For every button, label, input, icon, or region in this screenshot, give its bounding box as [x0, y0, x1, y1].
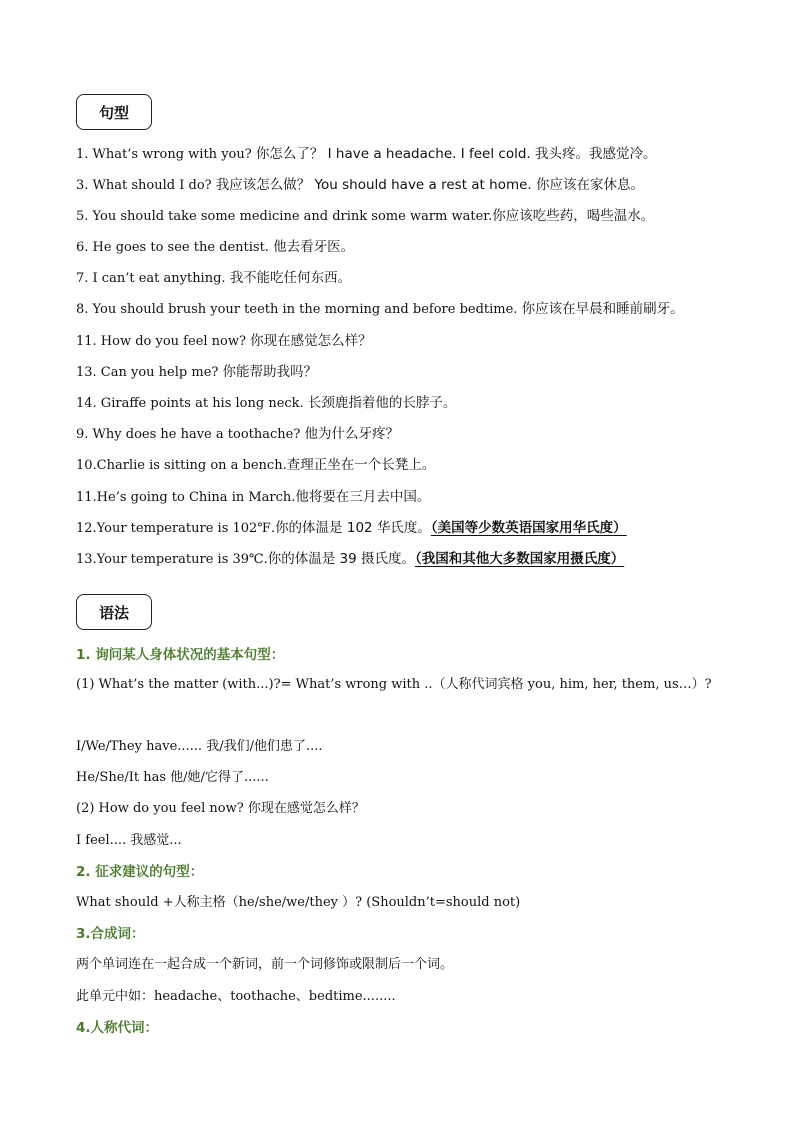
sentence-line: 13. Can you help me? 你能帮助我吗？	[76, 364, 317, 380]
sentence-line: 8. You should brush your teeth in the morning and before bedtime. 你应该在早晨和睡前刷牙。	[76, 301, 684, 317]
sentence-line: 1. What’s wrong with you? 你怎么了？ I have a headache. I feel cold. 我头疼。我感觉冷。	[76, 146, 657, 162]
grammar-line: What should +人称主格（he/she/we/they ）? (Shouldn’t=should not)	[76, 895, 521, 910]
sentence-line: 10.Charlie is sitting on a bench.查理正坐在一个长凳上。	[76, 457, 436, 473]
sentence-line: 11. How do you feel now? 你现在感觉怎么样？	[76, 333, 372, 349]
grammar-heading-2: 2. 征求建议的句型：	[76, 864, 204, 880]
sentence-line: 12.Your temperature is 102℉.你的体温是 102 华氏度。（美国等少数英语国家用华氏度）	[76, 520, 627, 536]
celsius-note: （我国和其他大多数国家用摄氏度）	[414, 551, 625, 567]
sentence-line: 13.Your temperature is 39℃.你的体温是 39 摄氏度。（我国和其他大多数国家用摄氏度）	[76, 551, 625, 567]
fahrenheit-note: （美国等少数英语国家用华氏度）	[430, 520, 627, 536]
section-title-sentence-patterns: 句型	[76, 94, 152, 130]
grammar-heading-1: 1. 询问某人身体状况的基本句型：	[76, 647, 285, 663]
section-title-grammar: 语法	[76, 594, 152, 630]
grammar-line: 此单元中如：headache、toothache、bedtime........	[76, 989, 396, 1004]
sentence-line: 9. Why does he have a toothache? 他为什么牙疼？	[76, 426, 399, 442]
grammar-line: (2) How do you feel now? 你现在感觉怎么样？	[76, 801, 365, 816]
sentence-line: 7. I can’t eat anything. 我不能吃任何东西。	[76, 270, 352, 286]
sentence-line: 11.He’s going to China in March.他将要在三月去中国。	[76, 489, 431, 505]
grammar-heading-4: 4.人称代词：	[76, 1020, 159, 1036]
grammar-paragraph-1: (1) What’s the matter (with...)?= What’s wrong with ..（人称代词宾格 you, him, her, them, us…）?	[76, 677, 712, 692]
sentence-line: 3. What should I do? 我应该怎么做？ You should have a rest at home. 你应该在家休息。	[76, 177, 644, 193]
sentence-line: 14. Giraffe points at his long neck. 长颈鹿指着他的长脖子。	[76, 395, 457, 411]
grammar-line: 两个单词连在一起合成一个新词，前一个词修饰或限制后一个词。	[76, 957, 454, 972]
sentence-line: 6. He goes to see the dentist. 他去看牙医。	[76, 239, 355, 255]
grammar-heading-3: 3.合成词：	[76, 926, 145, 942]
grammar-line: He/She/It has 他/她/它得了......	[76, 770, 269, 785]
grammar-line: I feel.... 我感觉...	[76, 833, 182, 848]
grammar-line: I/We/They have...... 我/我们/他们患了....	[76, 739, 323, 754]
sentence-line: 5. You should take some medicine and drink some warm water.你应该吃些药，喝些温水。	[76, 208, 655, 224]
